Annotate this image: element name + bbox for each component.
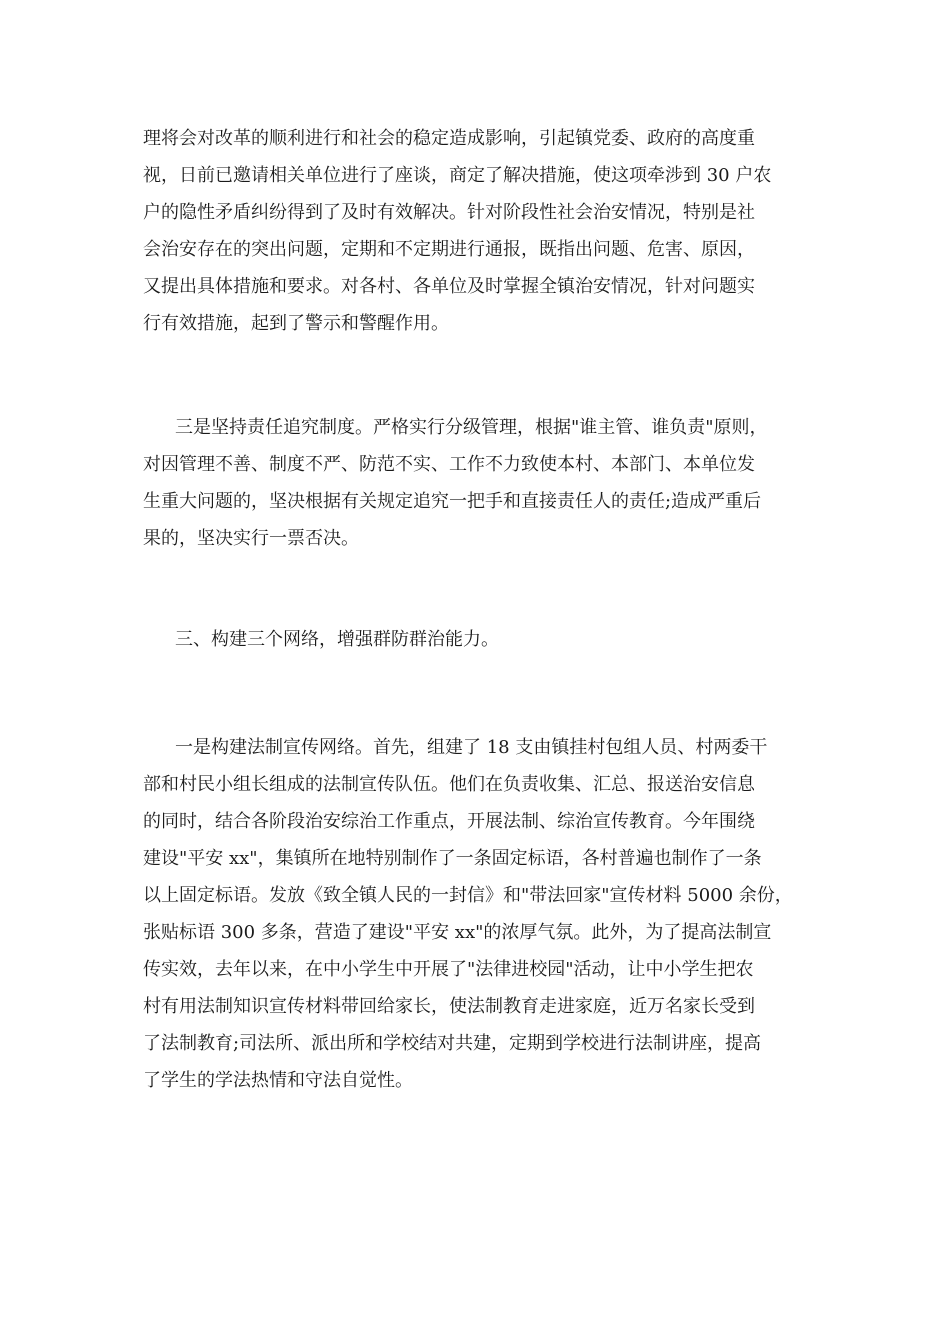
text-line: 行有效措施，起到了警示和警醒作用。 — [143, 313, 449, 334]
paragraph-2 — [143, 409, 813, 557]
text-line: 了学生的学法热情和守法自觉性。 — [143, 1070, 413, 1091]
text-line: 又提出具体措施和要求。对各村、各单位及时掌握全镇治安情况，针对问题实 — [143, 276, 755, 297]
text-line: 建设"平安 xx"，集镇所在地特别制作了一条固定标语，各村普遍也制作了一条 — [143, 848, 762, 869]
section-heading — [143, 621, 813, 658]
paragraph-4 — [143, 729, 813, 1099]
text-line: 了法制教育;司法所、派出所和学校结对共建，定期到学校进行法制讲座，提高 — [143, 1033, 762, 1054]
paragraph-1 — [143, 120, 813, 342]
text-line: 三、构建三个网络，增强群防群治能力。 — [175, 629, 499, 650]
text-line: 部和村民小组长组成的法制宣传队伍。他们在负责收集、汇总、报送治安信息 — [143, 774, 755, 795]
text-line: 理将会对改革的顺利进行和社会的稳定造成影响，引起镇党委、政府的高度重 — [143, 128, 755, 149]
text-line: 会治安存在的突出问题，定期和不定期进行通报，既指出问题、危害、原因， — [143, 239, 755, 260]
text-line: 户的隐性矛盾纠纷得到了及时有效解决。针对阶段性社会治安情况，特别是社 — [143, 202, 755, 223]
text-line: 以上固定标语。发放《致全镇人民的一封信》和"带法回家"宣传材料 5000 余份， — [143, 885, 793, 906]
text-line: 生重大问题的，坚决根据有关规定追究一把手和直接责任人的责任;造成严重后 — [143, 491, 762, 512]
text-line: 的同时，结合各阶段治安综治工作重点，开展法制、综治宣传教育。今年围绕 — [143, 811, 755, 832]
text-line: 果的，坚决实行一票否决。 — [143, 528, 359, 549]
text-line: 一是构建法制宣传网络。首先，组建了 18 支由镇挂村包组人员、村两委干 — [175, 737, 768, 758]
text-line: 视，日前已邀请相关单位进行了座谈，商定了解决措施，使这项牵涉到 30 户农 — [143, 165, 772, 186]
text-line: 村有用法制知识宣传材料带回给家长，使法制教育走进家庭，近万名家长受到 — [143, 996, 755, 1017]
text-line: 张贴标语 300 多条，营造了建设"平安 xx"的浓厚气氛。此外，为了提高法制宣 — [143, 922, 772, 943]
text-line: 对因管理不善、制度不严、防范不实、工作不力致使本村、本部门、本单位发 — [143, 454, 755, 475]
text-line: 传实效，去年以来，在中小学生中开展了"法律进校园"活动，让中小学生把农 — [143, 959, 754, 980]
text-line: 三是坚持责任追究制度。严格实行分级管理，根据"谁主管、谁负责"原则， — [175, 417, 768, 438]
